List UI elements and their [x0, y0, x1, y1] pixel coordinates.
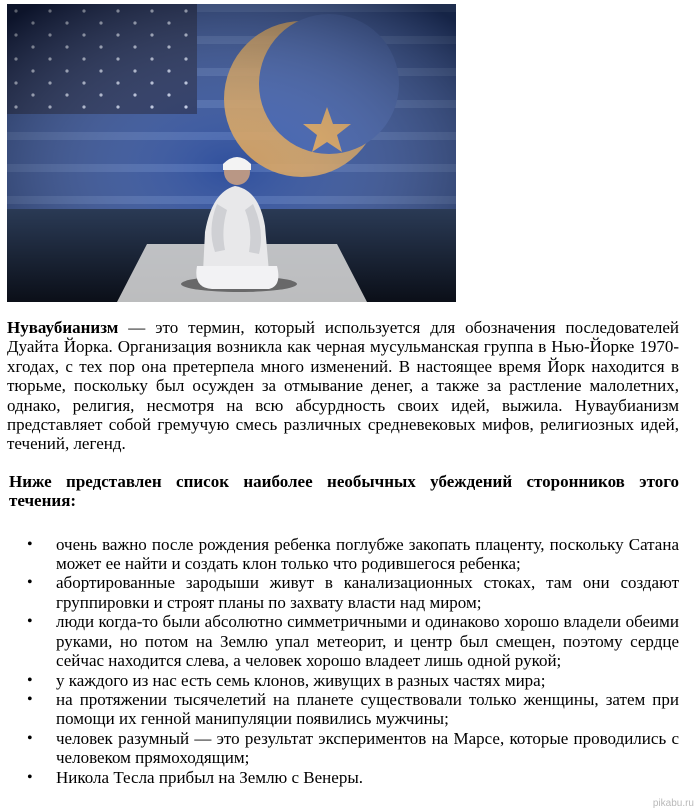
list-item	[7, 671, 679, 690]
list-item	[7, 573, 679, 612]
bullet-icon: •	[27, 535, 33, 553]
bullet-icon: •	[27, 768, 33, 786]
list-item-text: на протяжении тысячелетий на планете существовали только женщины, затем при помощи их генной манипуляции появились мужчины;	[56, 689, 679, 729]
bullet-icon: •	[27, 729, 33, 747]
list-item	[7, 729, 679, 768]
bullet-icon: •	[27, 690, 33, 708]
bullet-icon: •	[27, 574, 33, 592]
list-item-text: очень важно после рождения ребенка поглубже закопать плаценту, поскольку Сатана может ее найти и создать клон только что родившегося ребенка;	[56, 534, 679, 574]
list-item	[7, 535, 679, 574]
list-item	[7, 768, 679, 787]
term: Нуваубианизм	[7, 318, 119, 337]
list-item-text: Никола Тесла прибыл на Землю с Венеры.	[56, 767, 363, 787]
list-item-text: у каждого из нас есть семь клонов, живущих в разных частях мира;	[56, 670, 546, 690]
list-item-text: абортированные зародыши живут в канализационных стоках, там они создают группировки и строят планы по захвату власти над миром;	[56, 573, 679, 612]
intro-paragraph	[7, 318, 679, 454]
stage-photo	[7, 4, 456, 302]
list-item	[7, 690, 679, 729]
watermark: pikabu.ru	[652, 798, 694, 809]
beliefs-list	[7, 535, 679, 787]
bullet-icon: •	[27, 671, 33, 689]
article-body	[7, 318, 679, 787]
list-item-text: человек разумный — это результат экспериментов на Марсе, которые проводились с человеком прямоходящим;	[56, 728, 679, 768]
list-item-text: люди когда-то были абсолютно симметричными и одинаково хорошо владели обеими руками, но потом на Землю упал метеорит, и центр был смещен, поэтому сердце сейчас находится слева, а человек хорошо владеет лишь одной рукой;	[56, 612, 679, 671]
list-item	[7, 612, 679, 670]
intro-text: — это термин, который используется для обозначения последователей Дуайта Йорка. Организация возникла как черная мусульманская группа в Нью-Йорке 1970-хгодах, с тех пор она претерпела много изменений. В настоящее время Йорк находится в тюрьме, поскольку был осужден за отмывание денег, а также за растление малолетних, однако, религия, несмотря на всю абсурдность своих идей, выжила. Нуваубианизм представляет собой гремучую смесь различных средневековых мифов, религиозных идей, течений, легенд.	[7, 318, 679, 454]
stage-photo-graphic	[7, 4, 456, 302]
bullet-icon: •	[27, 613, 33, 631]
list-heading: Ниже представлен список наиболее необычных убеждений сторонников этого течения:	[9, 471, 679, 511]
